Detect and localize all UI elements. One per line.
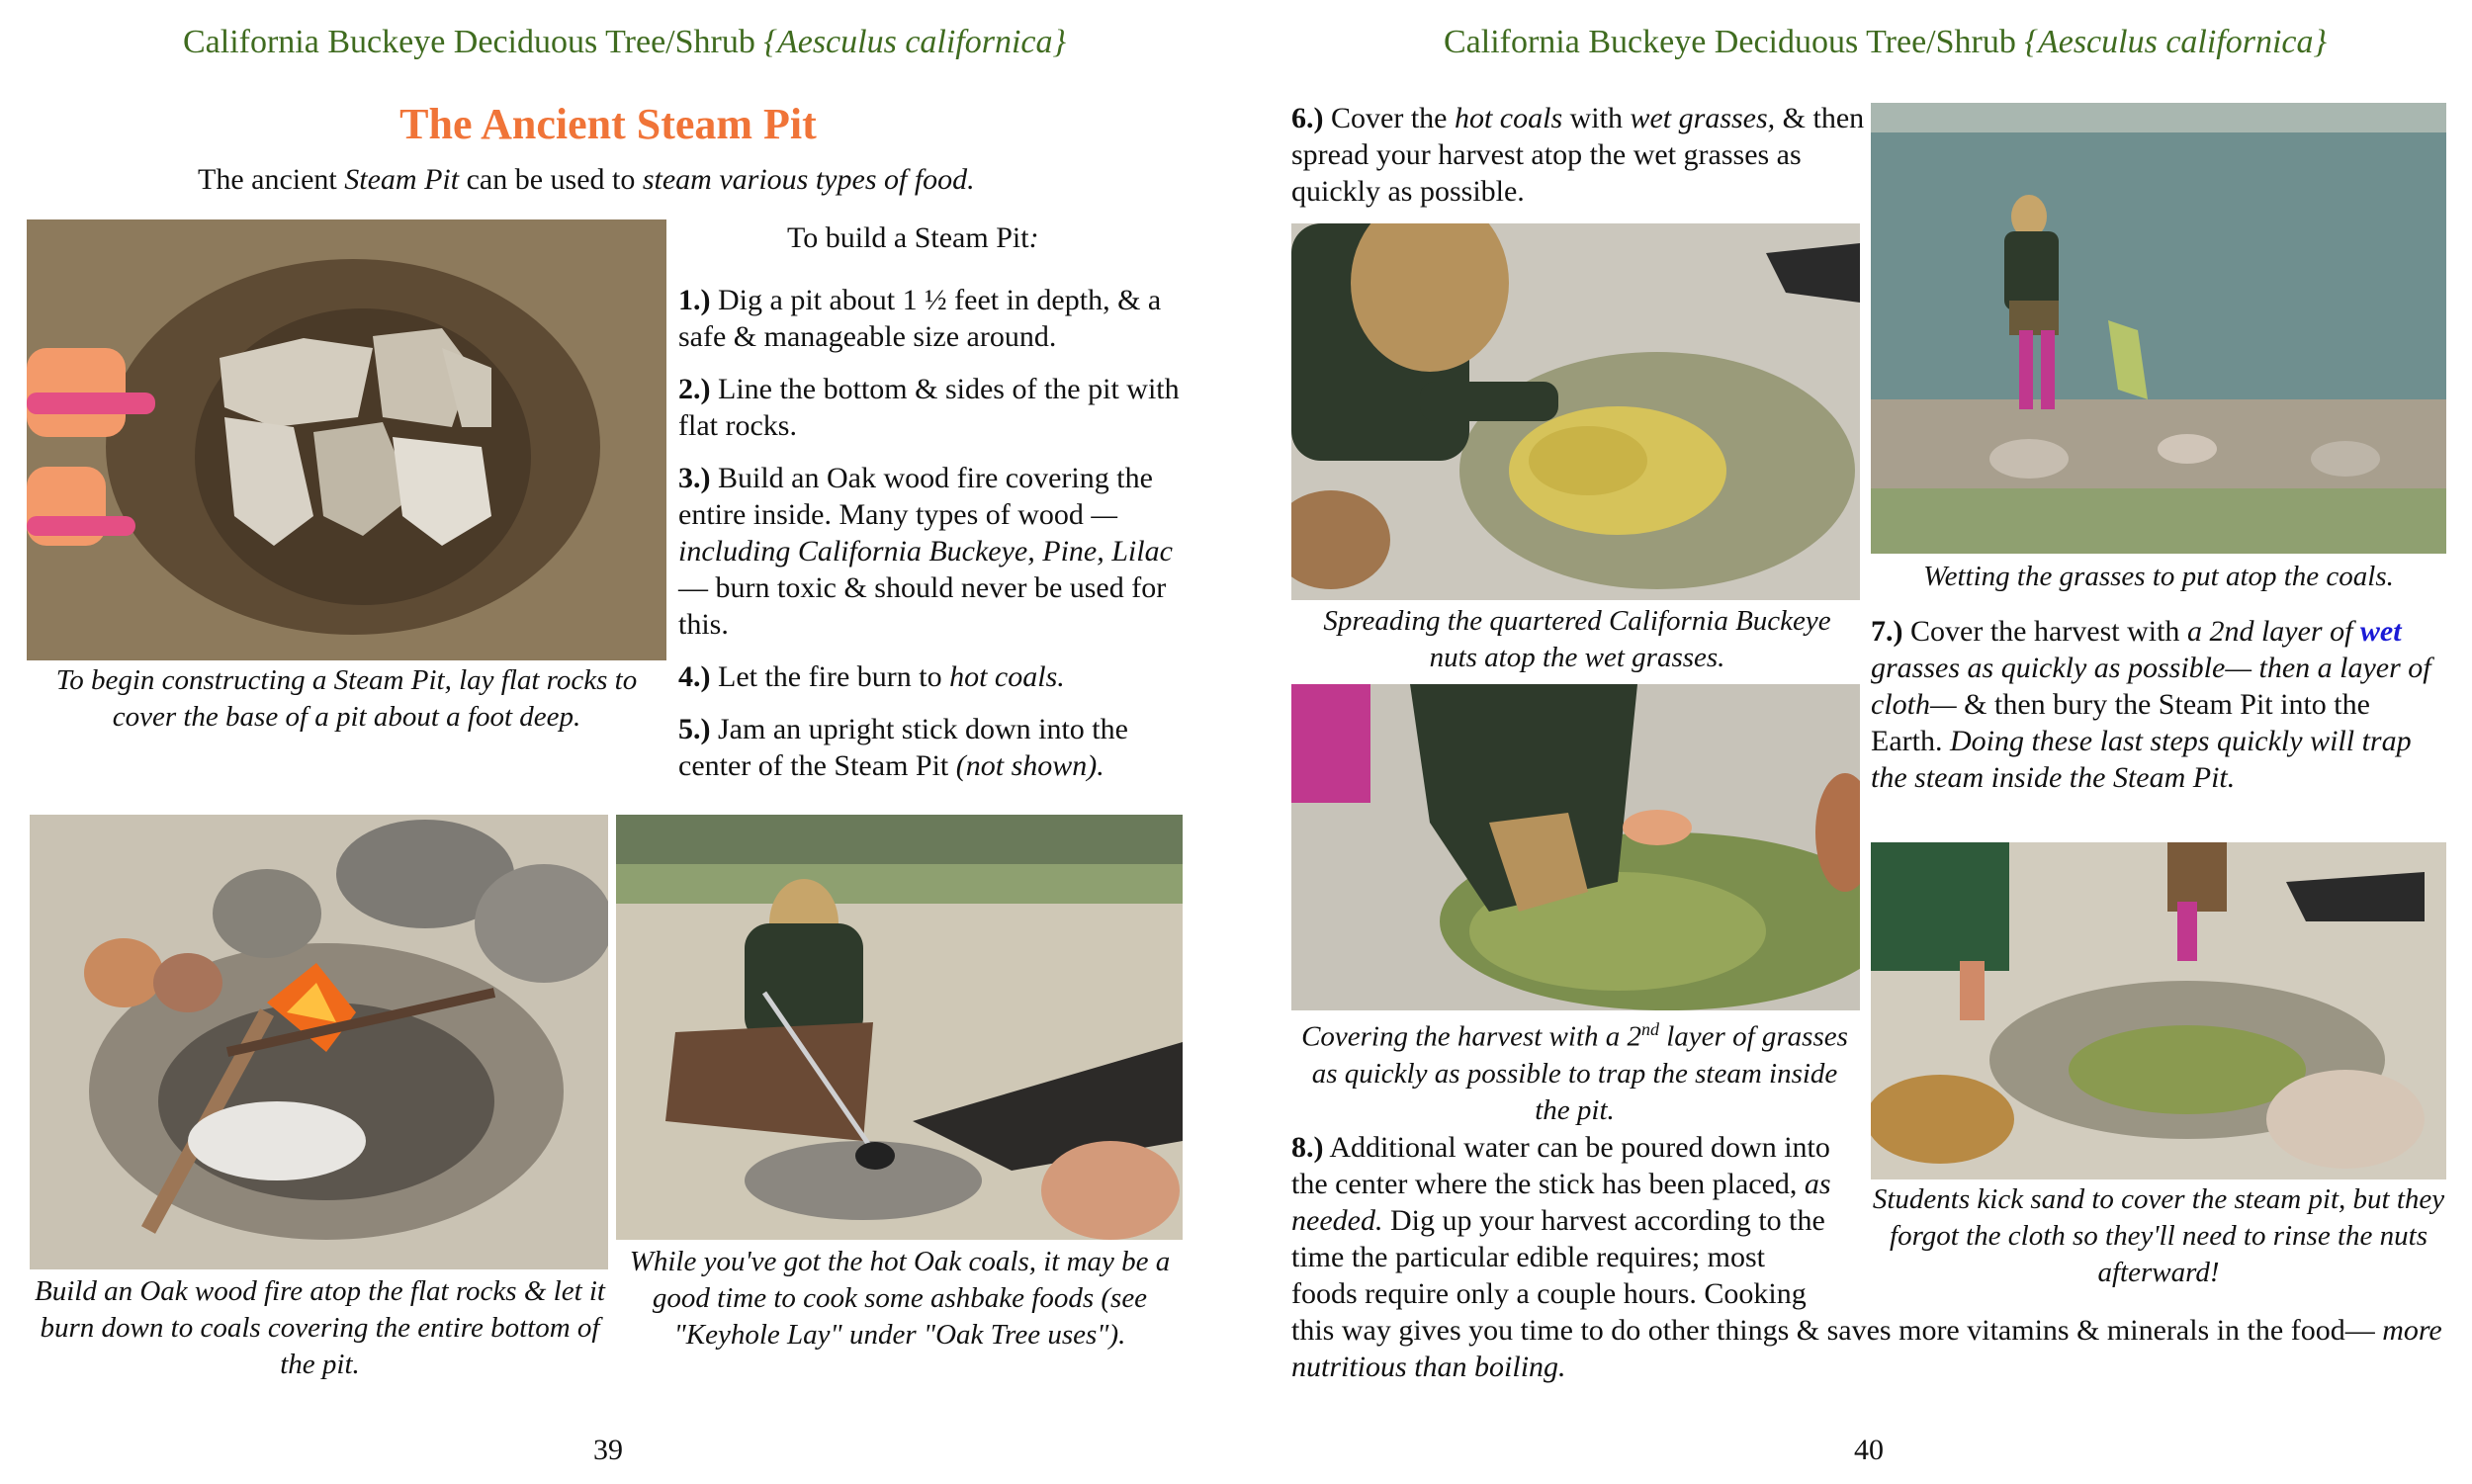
header-title: California Buckeye Deciduous Tree/Shrub [1444, 24, 2025, 60]
step-8-a: Additional water can be poured down into the center where the stick has been placed, [1291, 1131, 1830, 1200]
caption-students: Students kick sand to cover the steam pit, but they forgot the cloth so they'll need to rinse the nuts afterward! [1872, 1183, 2445, 1288]
text-wrap-spacer [1835, 1129, 2458, 1312]
header-latin-name: {Aesculus californica} [2024, 24, 2328, 60]
step-8-b: as needed. [1291, 1168, 1831, 1237]
caption-wetting-grasses: Wetting the grasses to put atop the coals. [1923, 561, 2394, 592]
header-title: California Buckeye Deciduous Tree/Shrub [183, 24, 764, 60]
page-title: The Ancient Steam Pit [399, 100, 817, 148]
photo-wetting-grasses [1871, 103, 2446, 554]
caption-oak-fire: Build an Oak wood fire atop the flat rocks & let it burn down to coals covering the entire bottom of the pit. [35, 1275, 605, 1380]
step-6: 6.) Cover the hot coals with wet grasses, & then spread your harvest atop the wet grasses as quickly as possible. [1291, 102, 1865, 208]
page-header-right [1444, 24, 2327, 61]
step-8-num: 8.) [1291, 1131, 1324, 1164]
wet-emphasis: wet [2359, 615, 2402, 648]
intro-line: The ancient Steam Pit can be used to steam various types of food. [198, 163, 975, 196]
step-8 [1291, 1129, 2458, 1383]
photo-covering-harvest [1291, 684, 1860, 1010]
step-7: 7.) Cover the harvest with a 2nd layer of wet grasses as quickly as possible— then a layer of cloth— & then bury the Steam Pit into the Earth. Doing these last steps quickly will trap the steam inside the Steam Pit. [1871, 615, 2431, 794]
caption-ashbake: While you've got the hot Oak coals, it may be a good time to cook some ashbake foods (see "Keyhole Lay" under "Oak Tree uses"). [629, 1246, 1171, 1351]
page-number-right: 40 [1854, 1434, 1884, 1466]
step-1: 1.) Dig a pit about 1 ½ feet in depth, & a safe & manageable size around. [678, 284, 1162, 353]
step-2: 2.) Line the bottom & sides of the pit with flat rocks. [678, 373, 1180, 442]
page-header-left [183, 24, 1066, 61]
caption-pit-rocks: To begin constructing a Steam Pit, lay flat rocks to cover the base of a pit about a foot deep. [55, 664, 638, 733]
caption-covering-harvest: Covering the harvest with a 2nd layer of grasses as quickly as possible to trap the steam inside the pit. [1301, 1019, 1848, 1126]
steps-list [678, 282, 1192, 784]
build-heading: To build a Steam Pit: [787, 221, 1039, 254]
step-5: 5.) Jam an upright stick down into the center of the Steam Pit (not shown). [678, 713, 1128, 782]
step-8-d: more nutritious than boiling. [1291, 1314, 2442, 1383]
step-3: 3.) Build an Oak wood fire covering the entire inside. Many types of wood — including California Buckeye, Pine, Lilac— burn toxic & should never be used for this. [678, 462, 1173, 641]
photo-oak-fire [30, 815, 608, 1269]
photo-ashbake [616, 815, 1183, 1240]
caption-spreading-nuts: Spreading the quartered California Buckeye nuts atop the wet grasses. [1323, 605, 1831, 673]
photo-pit-rocks [27, 219, 666, 660]
step-4: 4.) Let the fire burn to hot coals. [678, 660, 1065, 693]
page-number-left: 39 [593, 1434, 623, 1466]
header-latin-name: {Aesculus californica} [763, 24, 1067, 60]
photo-spreading-nuts [1291, 223, 1860, 600]
step-8-c: Dig up your harvest according to the time the particular edible requires; most foods require only a couple hours. Cooking this way gives you time to do other things & saves more vitamins & minerals in the food— [1291, 1204, 2383, 1347]
